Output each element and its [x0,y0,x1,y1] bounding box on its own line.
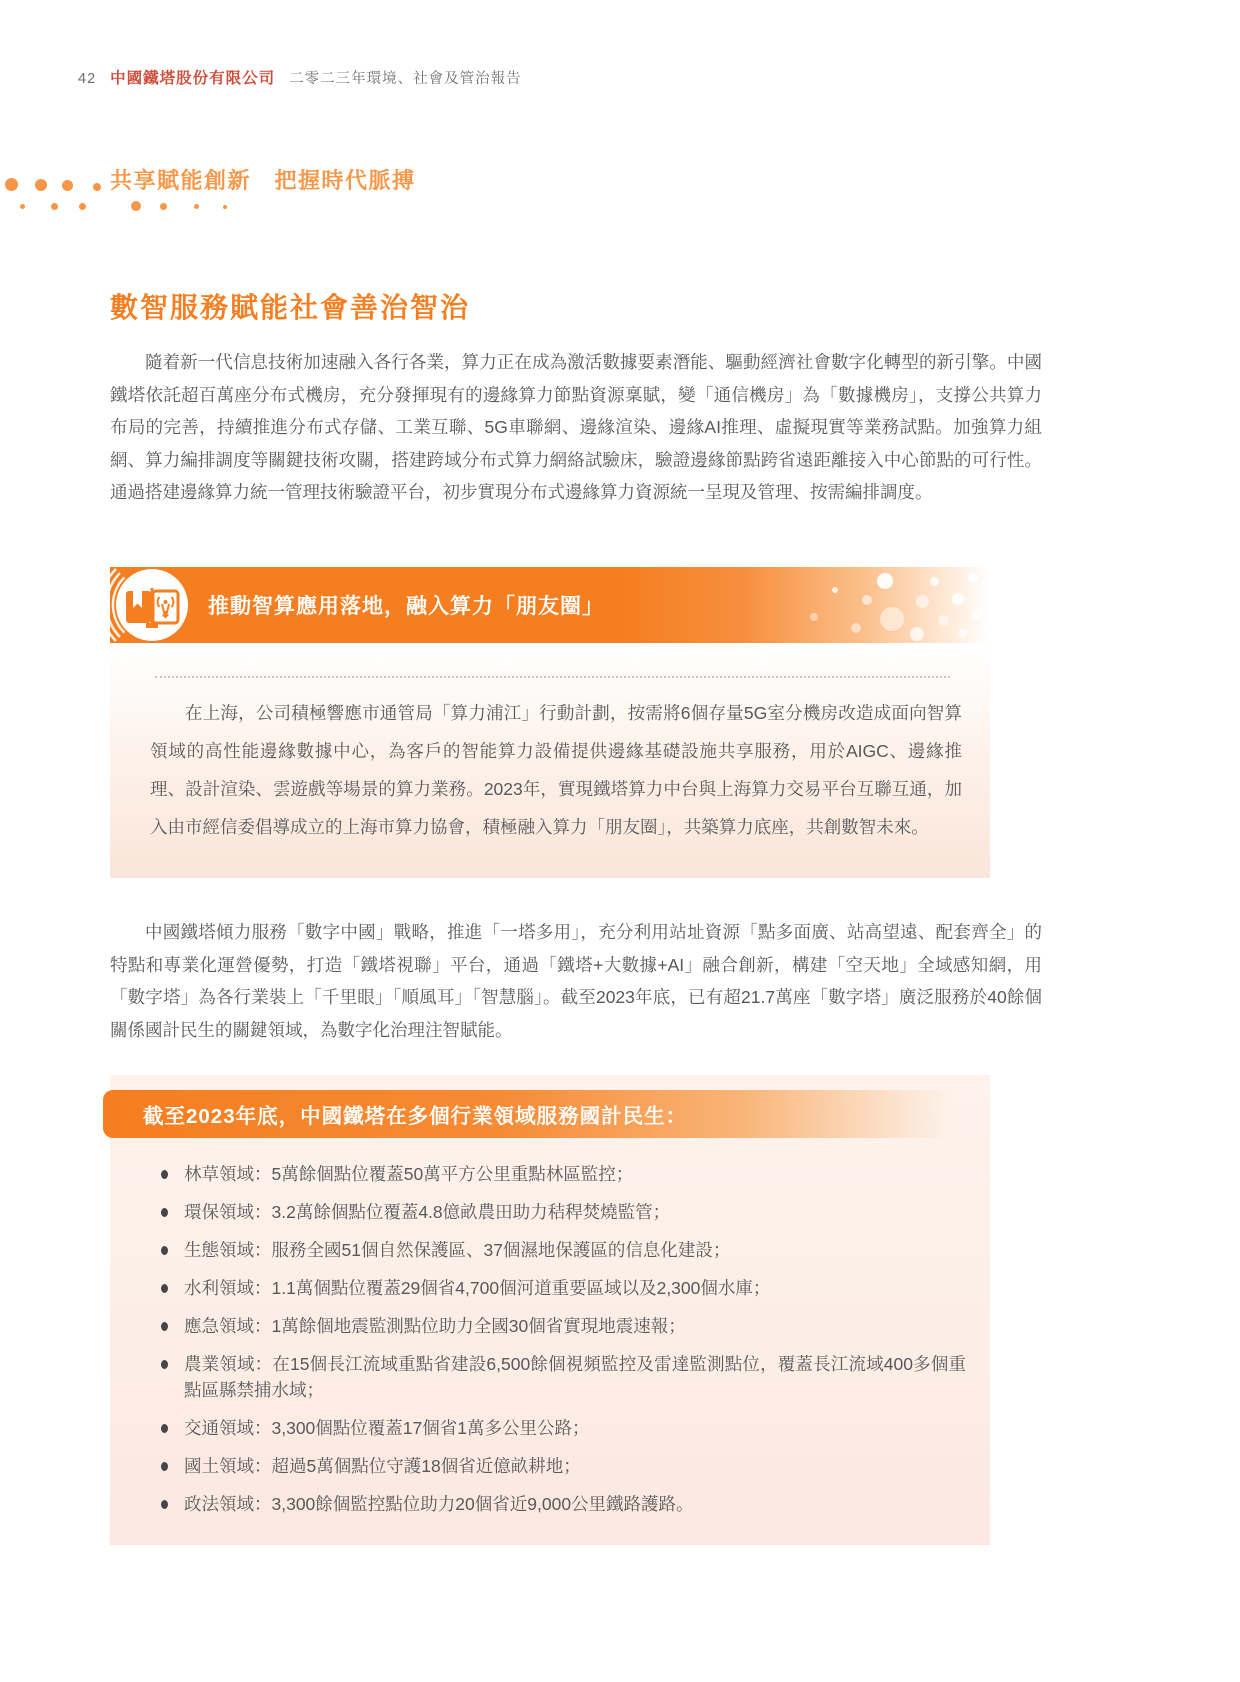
list-item-text: 環保領域：3.2萬餘個點位覆蓋4.8億畝農田助力秸稈焚燒監管； [184,1202,671,1222]
list-item-text: 政法領域：3,300餘個監控點位助力20個省近9,000公里鐵路護路。 [184,1494,694,1514]
list-item-text: 水利領域：1.1萬個點位覆蓋29個省4,700個河道重要區域以及2,300個水庫； [184,1278,771,1298]
list-item [158,1199,966,1225]
list-item-text: 農業領域：在15個長江流域重點省建設6,500餘個視頻監控及雷達監測點位，覆蓋長江流域400多個重點區縣禁捕水域； [184,1354,966,1400]
list-item-text: 應急領域：1萬餘個地震監測點位助力全國30個省實現地震速報； [184,1316,686,1336]
bullet-icon [161,1170,168,1179]
list-item [158,1415,966,1441]
list-item [158,1237,966,1263]
bullet-icon [161,1322,168,1331]
list-item-text: 國土領域：超過5萬個點位守護18個省近億畝耕地； [184,1456,581,1476]
list-item-text: 林草領域：5萬餘個點位覆蓋50萬平方公里重點林區監控； [184,1164,634,1184]
list-item [158,1313,966,1339]
bullet-icon [161,1462,168,1471]
bullet-icon [161,1246,168,1255]
bullet-icon [161,1284,168,1293]
bullet-icon [161,1500,168,1509]
body-paragraph-2: 中國鐵塔傾力服務「數字中國」戰略，推進「一塔多用」，充分利用站址資源「點多面廣、站高望遠、配套齊全」的特點和專業化運營優勢，打造「鐵塔視聯」平台，通過「鐵塔+大數據+AI」融合創新，構建「空天地」全域感知網，用「數字塔」為各行業裝上「千里眼」「順風耳」「智慧腦」。截至2023年底，已有超21.7萬座「數字塔」廣泛服務於40餘個關係國計民生的關鍵領域，為數字化治理注智賦能。 [110,922,1042,1040]
company-name: 中國鐵塔股份有限公司 [110,70,276,87]
case-study-box [110,650,990,878]
page-title: 數智服務賦能社會善治智治 [110,292,471,323]
industry-service-list [158,1161,966,1529]
report-header [78,66,522,88]
bullet-icon [161,1208,168,1217]
dotted-separator [155,676,950,678]
book-signal-tower-icon [102,557,198,653]
bullet-icon [161,1424,168,1433]
list-item [158,1161,966,1187]
list-item [158,1275,966,1301]
report-title: 二零二三年環境、社會及管治報告 [289,71,522,87]
case-study-banner-title: 推動智算應用落地，融入算力「朋友圈」 [208,595,604,618]
body-paragraph-1: 隨着新一代信息技術加速融入各行各業，算力正在成為激活數據要素潛能、驅動經濟社會數字化轉型的新引擎。中國鐵塔依託超百萬座分布式機房，充分發揮現有的邊緣算力節點資源稟賦，變「通信機房」為「數據機房」，支撐公共算力布局的完善，持續推進分布式存儲、工業互聯、5G車聯網、邊緣渲染、邊緣AI推理、虛擬現實等業務試點。加強算力組網、算力編排調度等關鍵技術攻關，搭建跨域分布式算力網絡試驗床，驗證邊緣節點跨省遠距離接入中心節點的可行性。通過搭建邊緣算力統一管理技術驗證平台，初步實現分布式邊緣算力資源統一呈現及管理、按需編排調度。 [110,352,1042,502]
industry-service-box [110,1075,990,1545]
list-item [158,1351,966,1403]
list-item [158,1453,966,1479]
case-study-banner [110,567,990,643]
chapter-slogan: 共享賦能創新 把握時代脈搏 [110,168,416,193]
bullet-icon [161,1360,168,1369]
list-item [158,1491,966,1517]
industry-service-title: 截至2023年底，中國鐵塔在多個行業領域服務國計民生： [143,1105,688,1128]
list-item-text: 交通領域：3,300個點位覆蓋17個省1萬多公里公路； [184,1418,590,1438]
page-number: 42 [78,71,97,87]
industry-service-banner [103,1090,987,1138]
list-item-text: 生態領域：服務全國51個自然保護區、37個濕地保護區的信息化建設； [184,1240,731,1260]
case-study-paragraph: 在上海，公司積極響應市通管局「算力浦江」行動計劃，按需將6個存量5G室分機房改造成面向智算領域的高性能邊緣數據中心，為客戶的智能算力設備提供邊緣基礎設施共享服務，用於AIGC、邊緣推理、設計渲染、雲遊戲等場景的算力業務。2023年，實現鐵塔算力中台與上海算力交易平台互聯互通，加入由市經信委倡導成立的上海市算力協會，積極融入算力「朋友圈」，共築算力底座，共創數智未來。 [150,703,962,837]
